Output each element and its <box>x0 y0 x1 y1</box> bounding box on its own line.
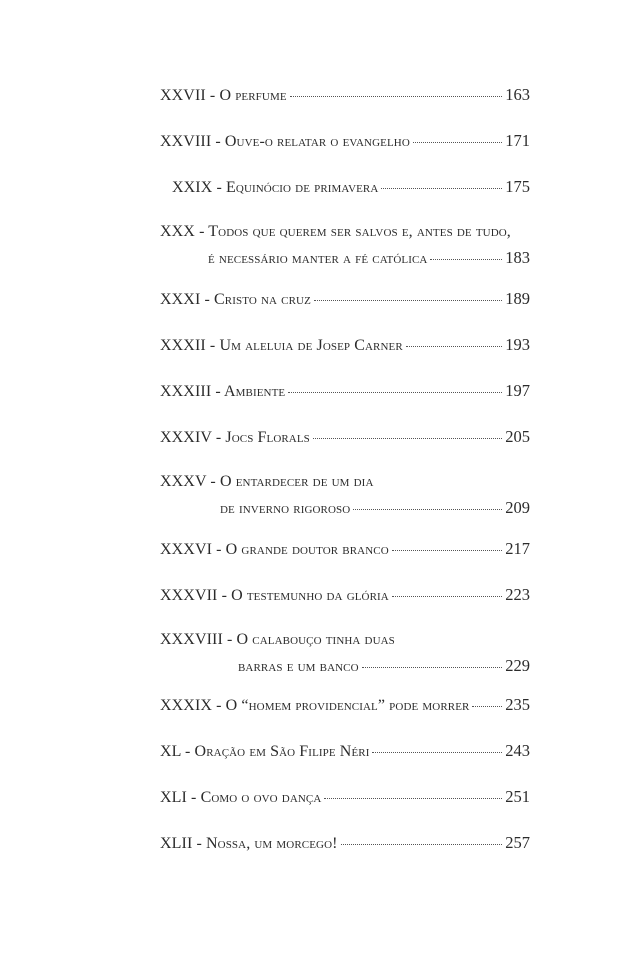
toc-entry <box>160 289 530 311</box>
dot-leader <box>381 187 502 189</box>
toc-page-number: 235 <box>505 695 530 714</box>
dot-leader <box>392 595 502 597</box>
toc-line <box>160 585 530 607</box>
toc-entry-title: XXXV - O entardecer de um dia <box>160 473 374 490</box>
toc-entry-title: XXX - Todos que querem ser salvos e, antes de tudo, <box>160 223 511 240</box>
toc-line <box>160 248 530 270</box>
toc-page-number: 217 <box>505 539 530 558</box>
toc-entry <box>160 473 530 520</box>
dot-leader <box>341 843 503 845</box>
toc-entry <box>160 787 530 809</box>
dot-leader <box>324 797 502 799</box>
toc-entry-title: XXXIII - Ambiente <box>160 383 286 400</box>
toc-entry-title: XXXVIII - O calabouço tinha duas <box>160 631 395 648</box>
toc-page-number: 189 <box>505 289 530 308</box>
toc-entry-title: XXXII - Um aleluia de Josep Carner <box>160 337 403 354</box>
toc-page-number: 171 <box>505 131 530 150</box>
toc-entry <box>160 741 530 763</box>
dot-leader <box>472 705 502 707</box>
toc-line <box>160 177 530 199</box>
dot-leader <box>314 299 502 301</box>
dot-leader <box>372 751 502 753</box>
toc-entry-title: XLII - Nossa, um morcego! <box>160 835 338 852</box>
toc-page-number: 257 <box>505 833 530 852</box>
toc-line <box>160 498 530 520</box>
toc-line <box>160 631 530 653</box>
toc-entry <box>160 177 530 199</box>
toc-page-number: 175 <box>505 177 530 196</box>
toc-page-number: 197 <box>505 381 530 400</box>
toc-entry <box>160 223 530 270</box>
dot-leader <box>413 141 502 143</box>
toc-page-number: 163 <box>505 85 530 104</box>
dot-leader <box>290 95 503 97</box>
toc-entry-title: XXXI - Cristo na cruz <box>160 291 311 308</box>
toc-entry <box>160 833 530 855</box>
dot-leader <box>430 258 502 260</box>
toc-line <box>160 381 530 403</box>
toc-line <box>160 656 530 678</box>
toc-entry <box>160 539 530 561</box>
toc-entry-title: XXVII - O perfume <box>160 87 287 104</box>
toc-entry-title: XLI - Como o ovo dança <box>160 789 322 806</box>
dot-leader <box>353 508 502 510</box>
toc-entry-title: XL - Oração em São Filipe Néri <box>160 743 370 760</box>
toc-page-number: 205 <box>505 427 530 446</box>
toc-entry <box>160 427 530 449</box>
dot-leader <box>362 666 503 668</box>
toc-line <box>160 787 530 809</box>
toc-line <box>160 427 530 449</box>
toc-entry <box>160 85 530 107</box>
toc-line <box>160 741 530 763</box>
toc-page-number: 229 <box>505 656 530 675</box>
toc-entry-title: de inverno rigoroso <box>220 500 351 517</box>
toc-entry-title: é necessário manter a fé católica <box>208 250 428 267</box>
toc-line <box>160 833 530 855</box>
toc-line <box>160 695 530 717</box>
dot-leader <box>288 391 502 393</box>
toc-entry-title: XXXVI - O grande doutor branco <box>160 541 389 558</box>
toc-entry <box>160 381 530 403</box>
toc-line <box>160 335 530 357</box>
toc-entry <box>160 585 530 607</box>
toc-entry-title: XXXIX - O “homem providencial” pode morrer <box>160 697 470 714</box>
toc-entry-title: barras e um banco <box>238 658 359 675</box>
toc-line <box>160 223 530 245</box>
toc-entry-title: XXXVII - O testemunho da glória <box>160 587 389 604</box>
toc-entry <box>160 335 530 357</box>
toc-line <box>160 131 530 153</box>
dot-leader <box>406 345 502 347</box>
toc-entry-title: XXXIV - Jocs Florals <box>160 429 310 446</box>
toc-line <box>160 85 530 107</box>
toc-entry <box>160 631 530 678</box>
toc-line <box>160 289 530 311</box>
toc-page-number: 209 <box>505 498 530 517</box>
toc-page-number: 243 <box>505 741 530 760</box>
toc-page-number: 183 <box>505 248 530 267</box>
toc-entry <box>160 695 530 717</box>
toc-entry-title: XXVIII - Ouve-o relatar o evangelho <box>160 133 410 150</box>
toc-page-number: 223 <box>505 585 530 604</box>
toc-line <box>160 539 530 561</box>
toc-line <box>160 473 530 495</box>
toc-page-number: 251 <box>505 787 530 806</box>
toc-entry-title: XXIX - Equinócio de primavera <box>172 179 379 196</box>
toc-entry <box>160 131 530 153</box>
dot-leader <box>392 549 503 551</box>
toc-page-number: 193 <box>505 335 530 354</box>
dot-leader <box>313 437 502 439</box>
